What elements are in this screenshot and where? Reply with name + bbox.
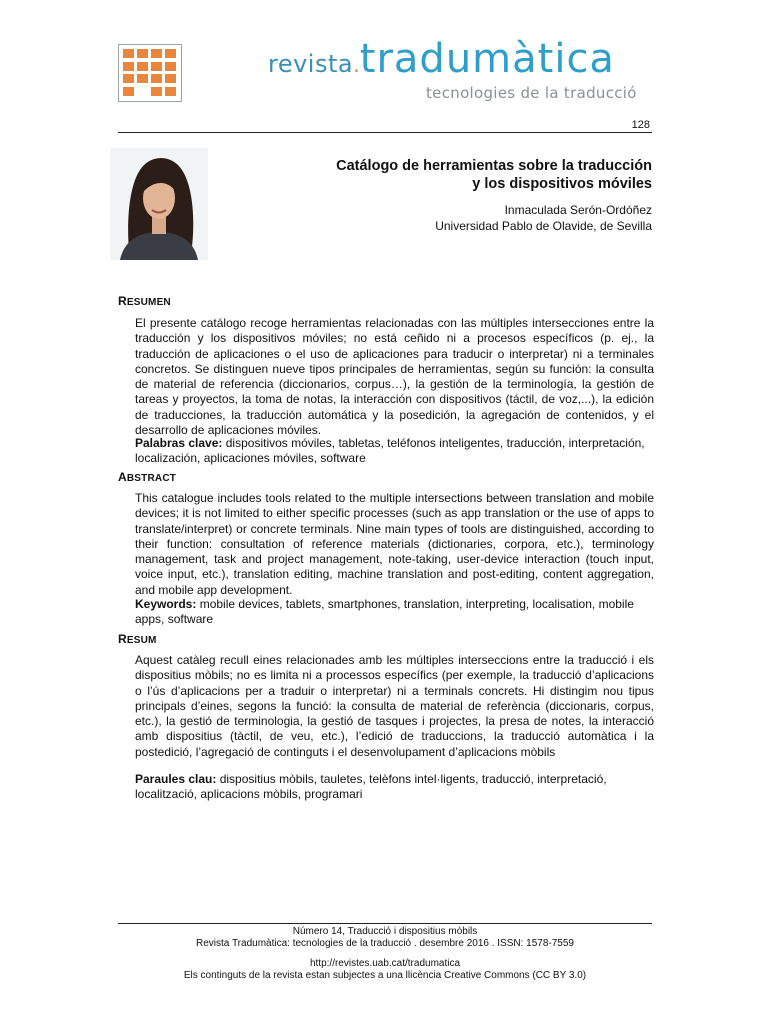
keywords-text: dispositius mòbils, tauletes, telèfons intel·ligents, traducció, interpretació, localització, aplicacions mòbils, programari (135, 772, 607, 802)
article-title (292, 157, 652, 193)
logo-grid-cell (151, 49, 162, 58)
logo-grid-cell (123, 62, 134, 71)
brand-dot: . (353, 51, 360, 78)
page-number: 128 (631, 119, 650, 131)
journal-tagline: tecnologies de la traducció (426, 84, 637, 102)
logo-grid-cell (137, 87, 148, 96)
logo-grid-cell (137, 49, 148, 58)
keywords-label: Keywords: (135, 597, 197, 611)
logo-grid-cell (151, 87, 162, 96)
brand-name: tradumàtica (359, 36, 615, 82)
logo-grid-cell (151, 74, 162, 83)
resum-text: Aquest catàleg recull eines relacionades amb les múltiples interseccions entre la traducció i els dispositius mòbils; no es limita ni a processos específics (per exemple, la traducció d’aplicacions o l’ús d’aplicacions per a traduir o interpretar) ni a terminals concrets. Hi distingim nou tipus principals d’eines, segons la funció: la consulta de material de referència (diccionaris, corpus, etc.), la gestió de terminologia, la gestió de tasques i projectes, la presa de notes, la interacció amb dispositius (tàctil, de veu, etc.), l’edició de traduccions, la traducció automàtica i la postedició, l’agregació de continguts i el desenvolupament d’aplicacions mòbils (135, 653, 654, 759)
journal-logo-grid (118, 44, 182, 102)
keywords-text: mobile devices, tablets, smartphones, translation, interpreting, localisation, mobile apps, software (135, 597, 634, 627)
logo-grid-cell (137, 62, 148, 71)
footer-divider (118, 923, 652, 924)
brand-prefix: revista (268, 50, 354, 78)
footer-url[interactable]: http://revistes.uab.cat/tradumatica (309, 958, 461, 969)
logo-grid-cell (123, 74, 134, 83)
logo-grid-cell (123, 49, 134, 58)
footer-journal: Revista Tradumàtica: tecnologies de la traducció . desembre 2016 . ISSN: 1578-7559 (196, 938, 574, 949)
header-divider (118, 132, 652, 133)
keywords-text: dispositivos móviles, tabletas, teléfonos inteligentes, traducción, interpretación, localización, aplicaciones móviles, software (135, 436, 645, 466)
keywords-label: Palabras clave: (135, 436, 223, 450)
author-affiliation: Universidad Pablo de Olavide, de Sevilla (435, 219, 652, 233)
footer-issue: Número 14, Traducció i dispositius mòbils (292, 926, 478, 937)
abstract-text: This catalogue includes tools related to the multiple intersections between translation and mobile devices; it is not limited to either specific processes (such as app translation or the use of apps to translate/interpret) or concrete terminals. Nine main types of tools are distinguished, according to their function: consultation of reference materials (dictionaries, corpora, etc.), terminology management, task and project management, note-taking, user-device interaction (touch input, voice input, etc.), translation editing, machine translation and post-editing, content aggregation, and mobile app development. (135, 491, 654, 597)
logo-grid-cell (137, 74, 148, 83)
logo-grid-cell (165, 87, 176, 96)
logo-grid-cell (165, 62, 176, 71)
author-block (292, 202, 652, 234)
keywords-label: Paraules clau: (135, 772, 217, 786)
section-heading-abstract: ABSTRACT (118, 470, 177, 484)
footer-license: Els continguts de la revista estan subjectes a una llicència Creative Commons (CC BY 3.0) (183, 970, 587, 981)
resumen-keywords (135, 436, 654, 467)
resumen-text: El presente catálogo recoge herramientas relacionadas con las múltiples intersecciones entre la traducción y los dispositivos móviles; no está ceñido ni a procesos específicos (p. ej., la traducción de aplicaciones o el uso de aplicaciones para traducir o interpretar) ni a terminales concretos. Se distinguen nueve tipos principales de herramientas, según su función: la consulta de material de referencia (diccionarios, corpus…), la gestión de la terminología, la gestión de tareas y proyectos, la toma de notas, la interacción con dispositivos (táctil, de voz,...), la edición de traducciones, la traducción automática y la posedición, la agregación de contenidos, y el desarrollo de aplicaciones móviles. (135, 316, 654, 438)
journal-wordmark (268, 36, 615, 82)
resum-keywords (135, 772, 654, 803)
logo-grid-cell (123, 87, 134, 96)
logo-grid-cell (151, 62, 162, 71)
section-heading-resum: RESUM (118, 632, 157, 646)
logo-grid-cell (165, 49, 176, 58)
section-heading-resumen: RESUMEN (118, 294, 171, 308)
logo-grid-cell (165, 74, 176, 83)
author-photo (110, 148, 208, 260)
author-portrait-image (110, 148, 208, 260)
author-name: Inmaculada Serón-Ordóñez (504, 203, 652, 217)
title-line-1: Catálogo de herramientas sobre la traducción (336, 158, 652, 174)
abstract-keywords (135, 597, 654, 628)
title-line-2: y los dispositivos móviles (472, 176, 652, 192)
